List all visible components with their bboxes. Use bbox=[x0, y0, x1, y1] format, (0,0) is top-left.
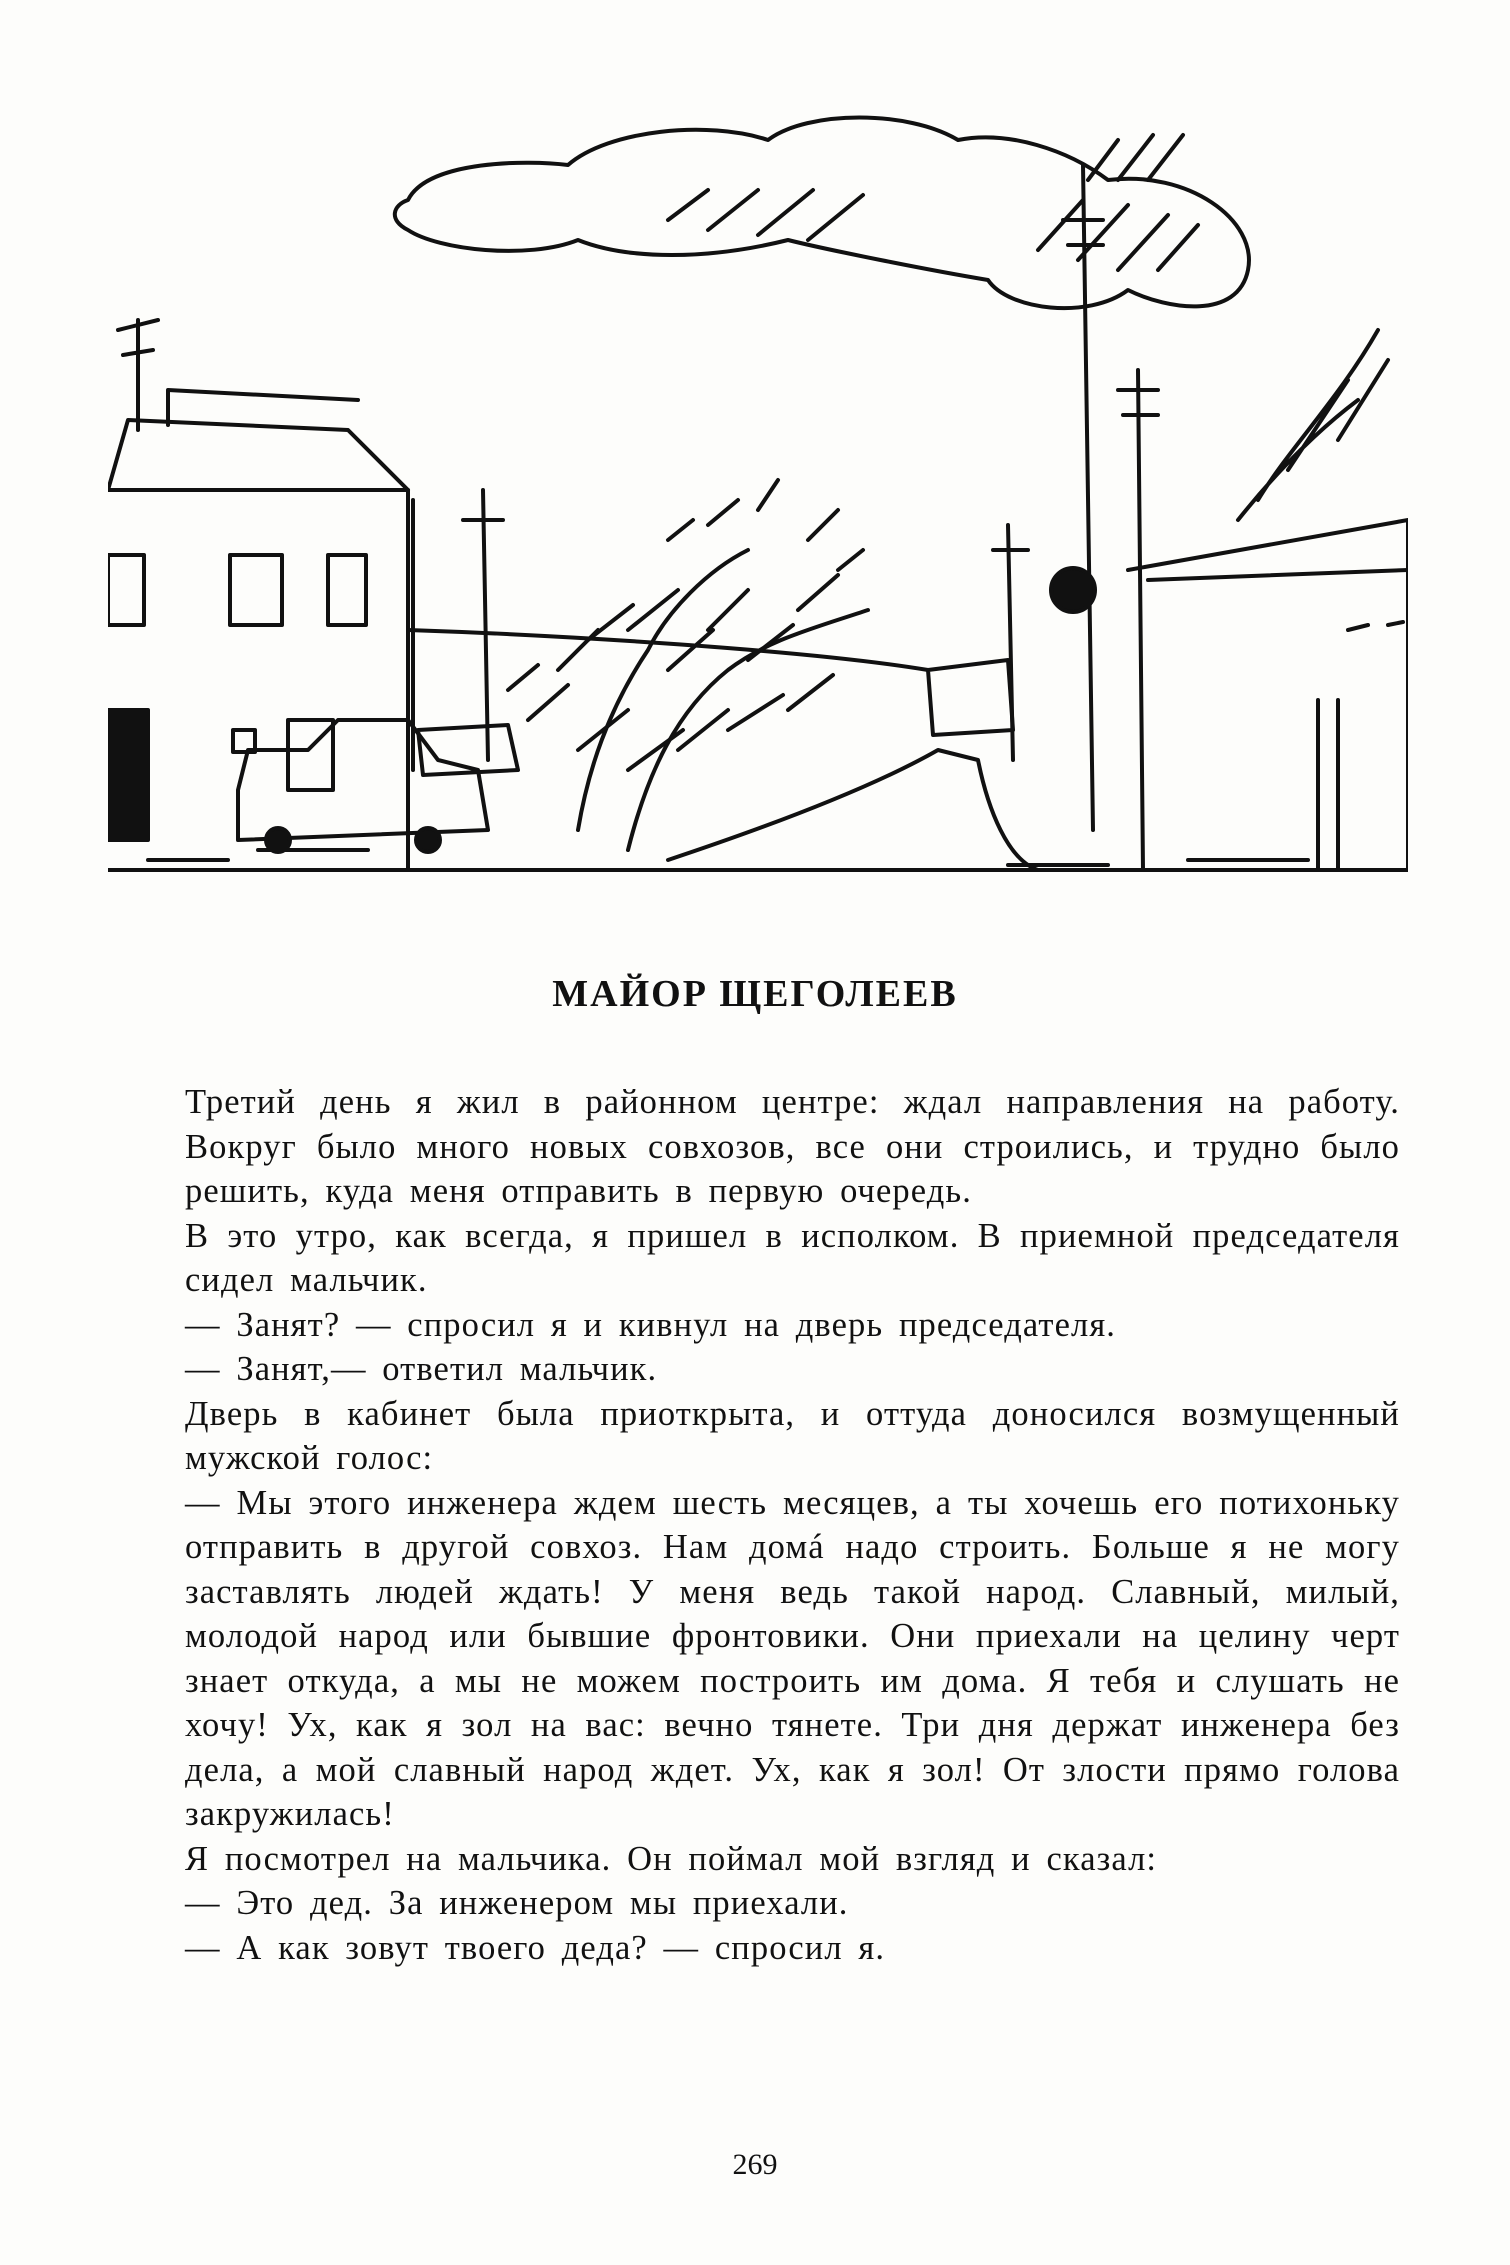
paragraph: Дверь в кабинет была приоткрыта, и оттуда доносился возмущенный мужской голос: bbox=[185, 1394, 1400, 1477]
paragraph: — Занят,— ответил мальчик. bbox=[185, 1350, 658, 1388]
paragraph: — Мы этого инженера ждем шесть месяцев, а ты хочешь его потихоньку отправить в другой совхоз. Нам домá надо строить. Больше я не могу заставлять людей ждать! У меня ведь такой народ. Славный, милый, молодой народ или бывшие фронтовики. Они приехали на целину черт знает откуда, а мы не можем построить им дома. Я тебя и слушать не хочу! Ух, как я зол на вас: вечно тянете. Три дня держат инженера без дела, а мой славный народ ждет. Ух, как я зол! От злости прямо голова закружилась! bbox=[185, 1483, 1400, 1833]
paragraph: Я посмотрел на мальчика. Он поймал мой взгляд и сказал: bbox=[185, 1839, 1158, 1878]
paragraph: Третий день я жил в районном центре: ждал направления на работу. Вокруг было много новых совхозов, все они строились, и трудно было решить, куда меня отправить в первую очередь. bbox=[185, 1083, 1400, 1210]
paragraph: — Занят? — спросил я и кивнул на дверь председателя. bbox=[185, 1305, 1117, 1344]
street-scene-illustration bbox=[108, 70, 1408, 890]
paragraph: — А как зовут твоего деда? — спросил я. bbox=[185, 1928, 886, 1967]
chapter-title: МАЙОР ЩЕГОЛЕЕВ bbox=[552, 973, 958, 1015]
paragraph: В это утро, как всегда, я пришел в исполком. В приемной председателя сидел мальчик. bbox=[185, 1216, 1400, 1299]
body-text bbox=[185, 1080, 1400, 1970]
paragraph: — Это дед. За инженером мы приехали. bbox=[185, 1884, 849, 1922]
page-number: 269 bbox=[732, 2148, 778, 2181]
